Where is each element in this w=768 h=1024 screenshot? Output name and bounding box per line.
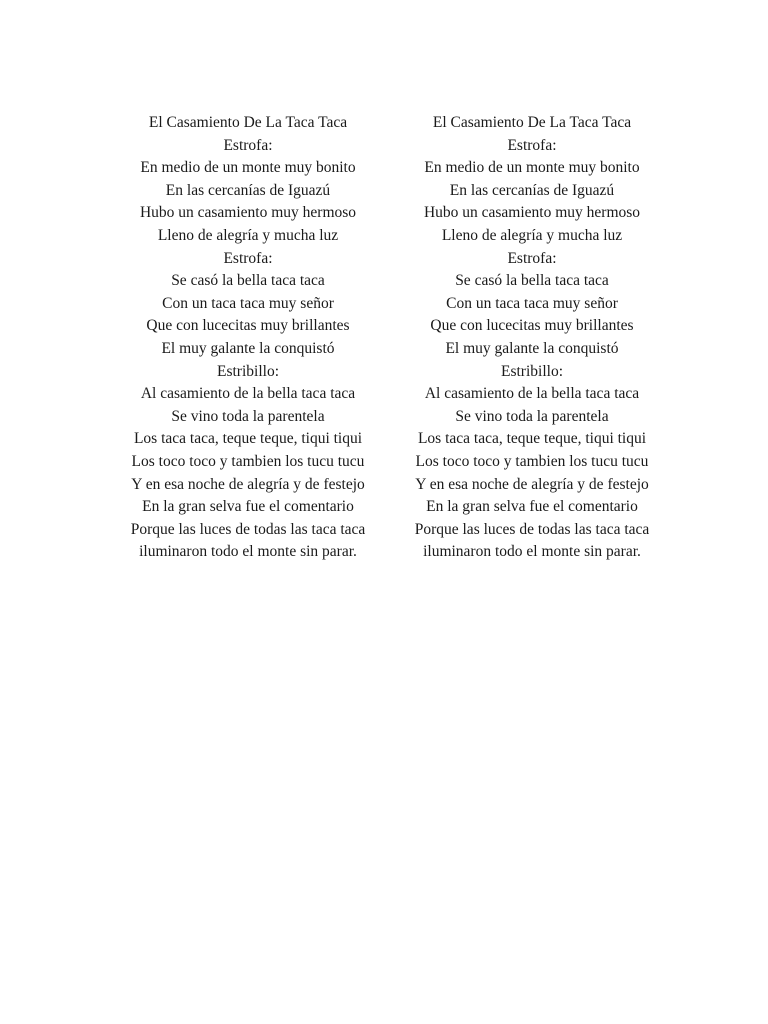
lyric-line: Y en esa noche de alegría y de festejo (415, 475, 649, 493)
lyric-line: Que con lucecitas muy brillantes (430, 317, 634, 335)
section-label: Estribillo: (217, 362, 279, 380)
lyric-line: El muy galante la conquistó (445, 339, 619, 357)
lyric-line: Los toco toco y tambien los tucu tucu (131, 452, 365, 470)
lyric-line: Los toco toco y tambien los tucu tucu (415, 452, 649, 470)
lyric-line: Al casamiento de la bella taca taca (140, 385, 356, 403)
lyric-line: Lleno de alegría y mucha luz (441, 226, 623, 244)
song-title: El Casamiento De La Taca Taca (148, 114, 348, 131)
lyric-line: Hubo un casamiento muy hermoso (139, 204, 357, 222)
lyric-line: Porque las luces de todas las taca taca (414, 520, 650, 538)
lyric-line: En medio de un monte muy bonito (140, 159, 356, 177)
lyric-line: Con un taca taca muy señor (446, 294, 618, 312)
lyric-line: Los taca taca, teque teque, tiqui tiqui (417, 430, 647, 448)
lyric-line: Se vino toda la parentela (455, 407, 609, 425)
lyric-line: En la gran selva fue el comentario (142, 498, 354, 516)
lyric-line: Porque las luces de todas las taca taca (130, 520, 366, 538)
lyric-line: Al casamiento de la bella taca taca (424, 385, 640, 403)
lyric-line: iluminaron todo el monte sin parar. (423, 543, 641, 561)
section-label: Estrofa: (507, 136, 557, 154)
lyric-line: Con un taca taca muy señor (162, 294, 334, 312)
lyric-line: En la gran selva fue el comentario (426, 498, 638, 516)
lyrics-column-left (108, 112, 388, 564)
section-label: Estrofa: (223, 136, 273, 154)
lyric-line: Se vino toda la parentela (171, 407, 325, 425)
lyric-line: Y en esa noche de alegría y de festejo (131, 475, 365, 493)
section-label: Estrofa: (223, 249, 273, 267)
lyric-line: En las cercanías de Iguazú (449, 181, 615, 199)
lyric-line: Se casó la bella taca taca (455, 272, 609, 290)
lyric-line: Hubo un casamiento muy hermoso (423, 204, 641, 222)
section-label: Estrofa: (507, 249, 557, 267)
lyric-line: En medio de un monte muy bonito (424, 159, 640, 177)
lyrics-column-right (392, 112, 672, 564)
lyric-line: Lleno de alegría y mucha luz (157, 226, 339, 244)
song-title: El Casamiento De La Taca Taca (432, 114, 632, 131)
lyric-line: iluminaron todo el monte sin parar. (139, 543, 357, 561)
section-label: Estribillo: (501, 362, 563, 380)
lyric-line: Los taca taca, teque teque, tiqui tiqui (133, 430, 363, 448)
lyric-line: El muy galante la conquistó (161, 339, 335, 357)
lyric-line: En las cercanías de Iguazú (165, 181, 331, 199)
lyric-line: Que con lucecitas muy brillantes (146, 317, 350, 335)
lyric-line: Se casó la bella taca taca (171, 272, 325, 290)
